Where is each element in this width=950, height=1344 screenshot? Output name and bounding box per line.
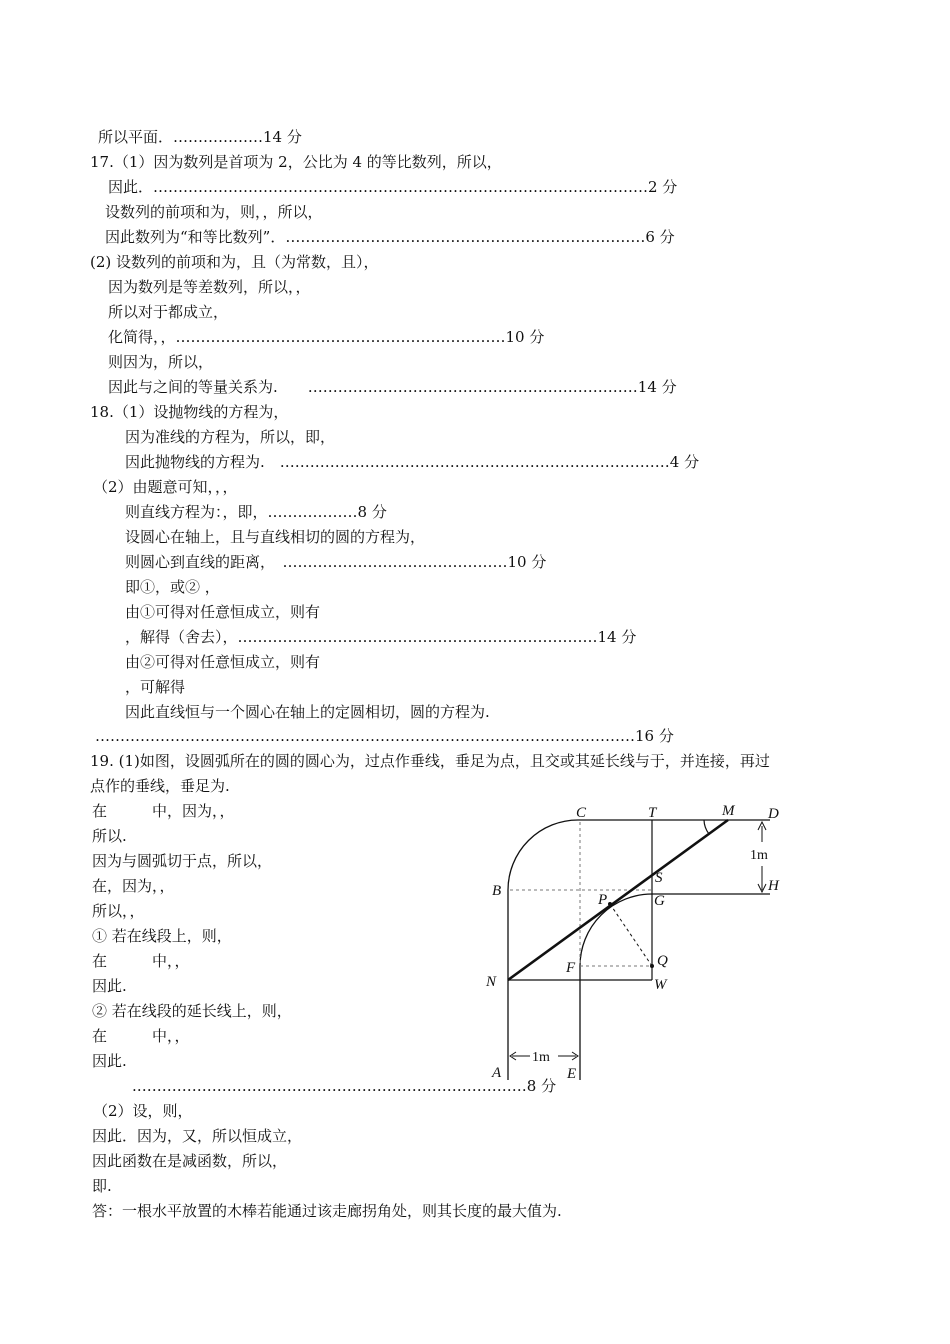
text-line: 因此．………………………………………………………………………………………2 分 [108, 178, 678, 196]
text-line: 所以对于都成立， [108, 303, 229, 321]
label-m: M [722, 803, 735, 819]
text-line: 设数列的前项和为，则，，所以， [105, 203, 323, 221]
text-line: 由①可得对任意恒成立，则有 [125, 603, 321, 621]
label-w: W [654, 977, 667, 993]
label-t: T [648, 805, 657, 821]
text-line: 在 中，， [92, 1027, 190, 1045]
text-line: 在 中，因为，， [92, 802, 235, 820]
label-c: C [576, 805, 587, 821]
text-line: 由②可得对任意恒成立，则有 [125, 653, 321, 671]
label-b: B [492, 883, 502, 899]
label-e: E [567, 1066, 577, 1082]
text-line: （2）设，则， [93, 1102, 193, 1120]
text-line: 设圆心在轴上，且与直线相切的圆的方程为， [125, 528, 426, 546]
label-p: P [598, 892, 608, 908]
text-line: 因为数列是等差数列，所以，， [108, 278, 311, 296]
text-line: 则直线方程为：，即，………………8 分 [125, 503, 387, 521]
text-line: 因此数列为“和等比数列”．………………………………………………………………6 分 [105, 228, 675, 246]
text-line: 因此. [92, 1052, 127, 1070]
text-line: 因此. [92, 977, 127, 995]
text-line: .……………………………………………………………………8 分 [132, 1077, 557, 1095]
text-line: 因此抛物线的方程为. ……………………………………………………………………4 分 [125, 453, 700, 471]
text-line: ………………………………………………………………………………………………16 分 [95, 727, 674, 745]
text-line: 则因为，所以， [108, 353, 214, 371]
label-a: A [492, 1065, 502, 1081]
text-line: 因为准线的方程为，所以，即， [125, 428, 336, 446]
text-line: 化简得，，…………………………………………………………10 分 [108, 328, 545, 346]
label-d: D [768, 806, 779, 822]
text-line: 因此．因为，又，所以恒成立， [92, 1127, 303, 1145]
label-1m-right: 1m [750, 848, 768, 863]
text-line: 因此与之间的等量关系为. …………………………………………………………14 分 [108, 378, 677, 396]
label-g: G [654, 893, 665, 909]
label-f: F [566, 960, 576, 976]
text-line: （2）由题意可知，，， [93, 478, 238, 496]
text-line: 因此函数在是减函数，所以， [92, 1152, 288, 1170]
label-h: H [768, 878, 779, 894]
text-line: 所以. [92, 827, 127, 845]
text-line: 17.（1）因为数列是首项为 2，公比为 4 的等比数列，所以， [90, 153, 502, 171]
label-1m-bottom: 1m [532, 1050, 550, 1065]
point-p [608, 902, 612, 906]
corridor-diagram [470, 795, 810, 1095]
text-line: 在，因为，， [92, 877, 175, 895]
text-line: 19. (1)如图，设圆弧所在的圆的圆心为，过点作垂线，垂足为点，且交或其延长线与于，并连接，再过 [90, 752, 770, 770]
point-q [650, 964, 654, 968]
label-n: N [486, 974, 497, 990]
text-line: 则圆心到直线的距离， ………………………………………10 分 [125, 553, 547, 571]
text-line: ，解得（舍去），………………………………………………………………14 分 [125, 628, 637, 646]
inner-wall [580, 894, 770, 1080]
text-line: 答：一根水平放置的木棒若能通过该走廊拐角处，则其长度的最大值为. [92, 1202, 562, 1220]
text-line: ② 若在线段的延长线上，则， [92, 1002, 292, 1020]
text-line: 因此直线恒与一个圆心在轴上的定圆相切，圆的方程为. [125, 703, 490, 721]
text-line: 即. [92, 1177, 112, 1195]
text-line: 因为与圆弧切于点，所以， [92, 852, 273, 870]
text-line: (2) 设数列的前项和为，且（为常数，且）， [90, 253, 379, 271]
text-line: ，可解得 [125, 678, 186, 696]
text-line: 所以平面．………………14 分 [98, 128, 302, 146]
angle-arc [704, 820, 709, 834]
text-line: 18.（1）设抛物线的方程为， [90, 403, 289, 421]
corridor-figure [470, 795, 810, 1095]
text-line: 在 中，， [92, 952, 190, 970]
label-q: Q [657, 953, 668, 969]
text-line: 点作的垂线，垂足为. [90, 777, 230, 795]
dashed-line-pq [610, 904, 652, 966]
label-s: S [655, 870, 663, 886]
text-line: 即①，或② ， [125, 578, 220, 596]
text-line: 所以，， [92, 902, 145, 920]
text-line: ① 若在线段上，则， [92, 927, 232, 945]
stick-mn [508, 820, 728, 980]
